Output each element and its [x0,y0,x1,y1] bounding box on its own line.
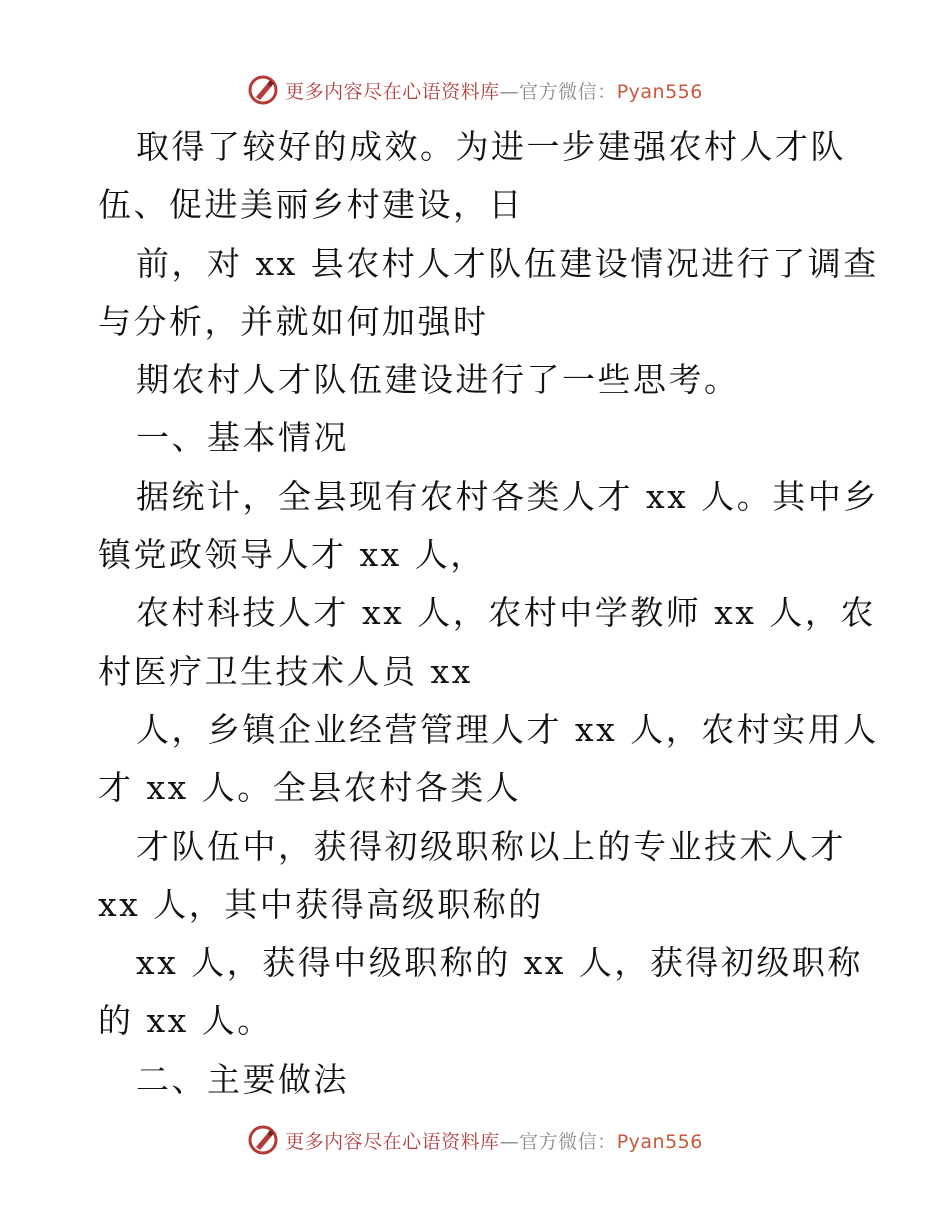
text-line: 村医疗卫生技术人员 xx [98,651,473,691]
watermark-text [285,1127,703,1154]
text-line: 伍、促进美丽乡村建设，日 [98,185,524,225]
text-line: 才队伍中，获得初级职称以上的专业技术人才 [136,826,846,866]
watermark-separator: — [499,80,520,103]
watermark-wechat-label: 官方微信： [519,1130,617,1153]
footer-watermark [0,1120,950,1160]
text-line: 才 xx 人。全县农村各类人 [98,768,522,808]
text-line: 农村科技人才 xx 人，农村中学教师 xx 人，农 [136,593,876,633]
watermark-separator: — [499,1130,520,1153]
text-line: xx 人，其中获得高级职称的 [98,884,544,924]
text-line: xx 人，获得中级职称的 xx 人，获得初级职称 [136,943,863,983]
pen-logo-icon [247,74,279,106]
text-line: 的 xx 人。 [98,1001,273,1041]
watermark-main-text: 更多内容尽在心语资料库 [285,80,500,103]
text-line: 二、主要做法 [136,1059,349,1099]
pen-logo-icon [247,1124,279,1156]
text-line: 镇党政领导人才 xx 人， [98,535,486,575]
watermark-account: Pyan556 [616,80,703,103]
watermark-account: Pyan556 [616,1130,703,1153]
text-line: 人，乡镇企业经营管理人才 xx 人，农村实用人 [136,709,879,749]
text-line: 期农村人才队伍建设进行了一些思考。 [136,360,740,400]
text-line: 取得了较好的成效。为进一步建强农村人才队 [136,127,846,166]
text-line: 与分析，并就如何加强时 [98,301,489,341]
text-line: 一、基本情况 [136,418,349,458]
watermark-wechat-label: 官方微信： [519,80,617,103]
text-line: 前，对 xx 县农村人才队伍建设情况进行了调查 [136,243,879,283]
document-body [98,118,879,1109]
watermark-text [285,77,703,104]
watermark-main-text: 更多内容尽在心语资料库 [285,1130,500,1153]
text-line: 据统计，全县现有农村各类人才 xx 人。其中乡 [136,476,879,516]
header-watermark [0,70,950,110]
